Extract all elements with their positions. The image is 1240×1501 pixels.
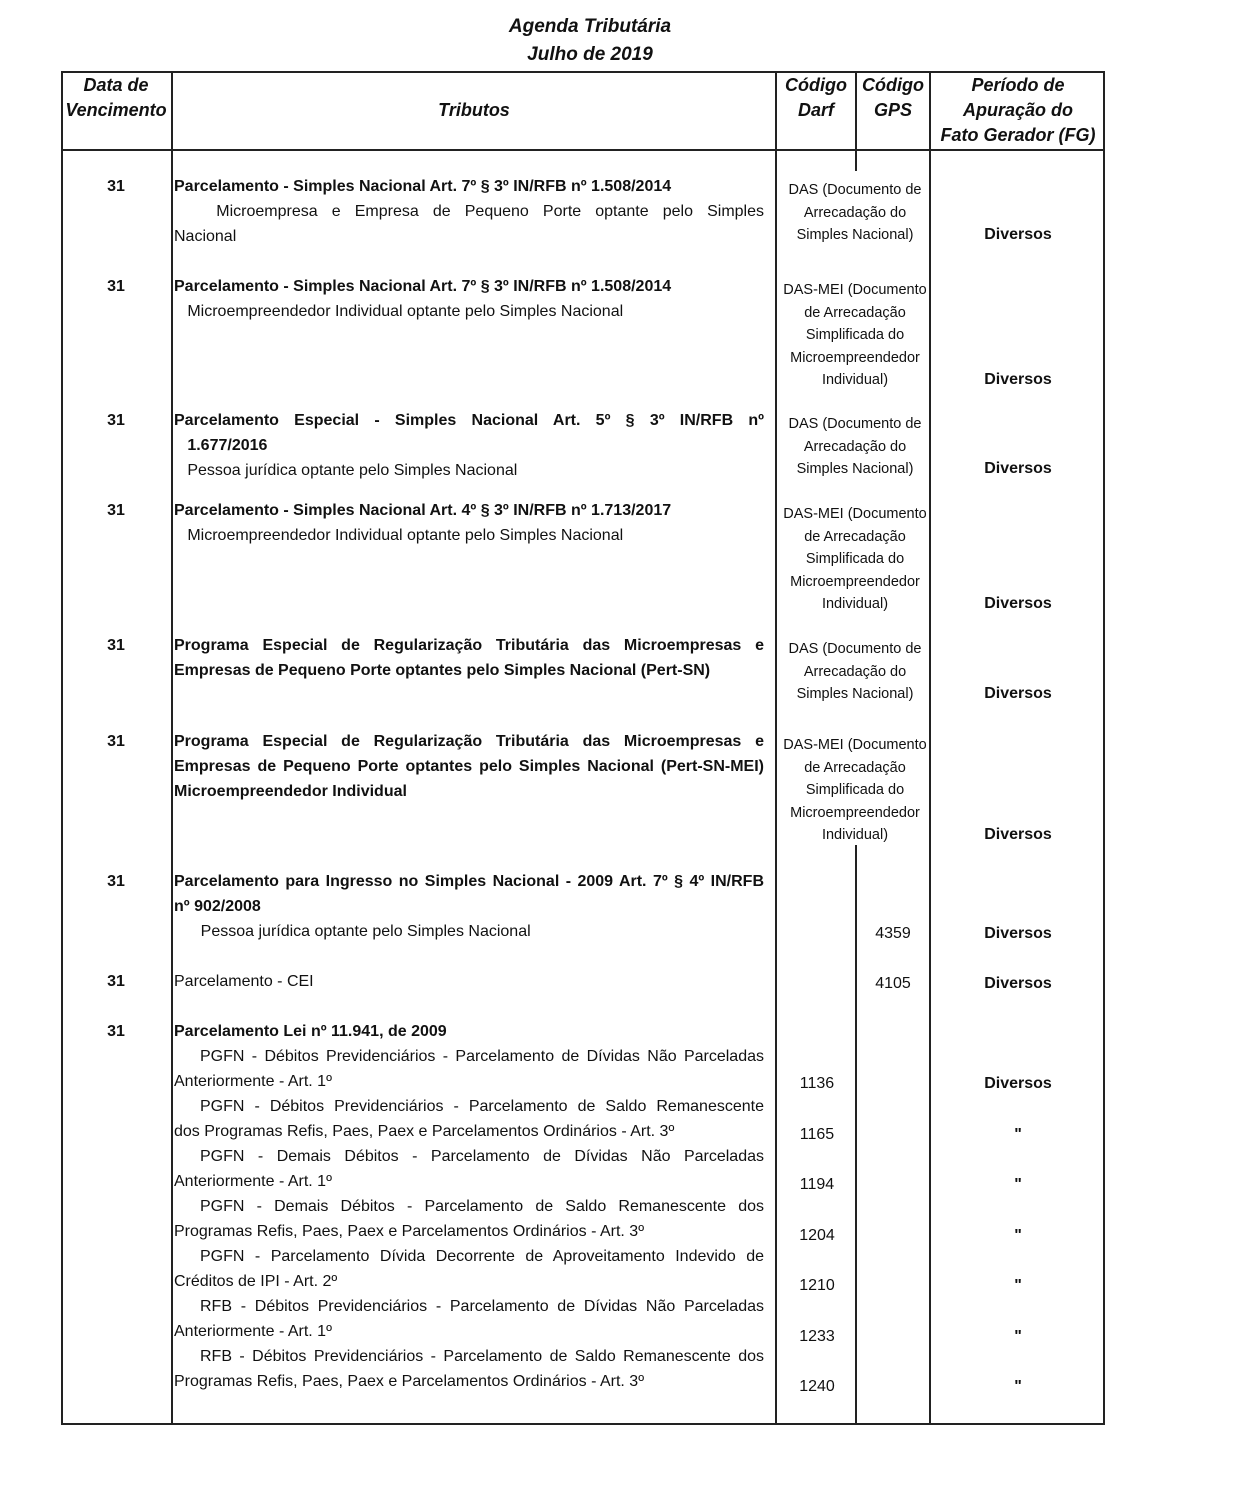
darf-document-line: Arrecadação do (803, 204, 907, 221)
col-divider-1 (171, 71, 173, 1425)
periodo-value: " (1014, 1176, 1022, 1193)
tributo-description (174, 274, 764, 324)
periodo-value: " (1014, 1125, 1022, 1143)
tributo-text-line: nº 902/2008 (174, 898, 261, 915)
darf-code: 1136 (799, 1075, 835, 1092)
tributo-text-line: Parcelamento Especial - Simples Nacional Art. 5º § 3º IN/RFB nº (174, 412, 764, 429)
darf-document (777, 179, 933, 247)
darf-code: 1194 (799, 1176, 835, 1193)
darf-document-line: Simples Nacional) (796, 686, 914, 703)
tributo-text-line: Programas Refis, Paes, Paex e Parcelamentos Ordinários - Art. 3º (174, 1373, 645, 1390)
tributo-text-line: RFB - Débitos Previdenciários - Parcelamento de Saldo Remanescente dos (200, 1348, 764, 1365)
periodo-value: " (1014, 1327, 1022, 1345)
header-gps (857, 73, 929, 123)
header-date-line: Data de (83, 75, 149, 95)
periodo-value: Diversos (984, 1075, 1052, 1092)
header-gps-line: Código (862, 75, 924, 95)
darf-document (777, 734, 933, 847)
header-periodo-line: Fato Gerador (FG) (940, 125, 1096, 145)
darf-document-line: de Arrecadação (804, 528, 906, 545)
tributo-text-line: Microempreendedor Individual optante pelo Simples Nacional (174, 527, 624, 544)
tributo-text-line: Programas Refis, Paes, Paex e Parcelamentos Ordinários - Art. 3º (174, 1223, 645, 1240)
tributo-text-line: Parcelamento para Ingresso no Simples Nacional - 2009 Art. 7º § 4º IN/RFB (174, 873, 764, 890)
tributo-text-line: Empresas de Pequeno Porte optantes pelo Simples Nacional (Pert-SN) (174, 662, 711, 679)
tributo-description (174, 729, 764, 804)
darf-document-line: DAS-MEI (Documento (783, 282, 927, 298)
header-periodo-line: Apuração do (962, 100, 1073, 120)
tributo-text-line: dos Programas Refis, Paes, Paex e Parcelamentos Ordinários - Art. 3º (174, 1123, 675, 1140)
header-periodo-line: Período de (971, 75, 1065, 95)
due-date: 31 (107, 278, 125, 295)
tributo-text-line: RFB - Débitos Previdenciários - Parcelamento de Dívidas Não Parceladas (200, 1298, 764, 1315)
tributo-description (174, 174, 764, 249)
header-date (61, 73, 171, 123)
tributo-text-line: Pessoa jurídica optante pelo Simples Nacional (174, 923, 531, 940)
tributo-text-line: Microempreendedor Individual optante pelo Simples Nacional (174, 303, 624, 320)
darf-document-line: Microempreendedor (790, 804, 920, 821)
tributo-text-line: PGFN - Parcelamento Dívida Decorrente de Aproveitamento Indevido de (200, 1248, 764, 1265)
darf-document (777, 503, 933, 616)
tributo-text-line: Créditos de IPI - Art. 2º (174, 1273, 338, 1290)
tributo-text-line: PGFN - Demais Débitos - Parcelamento de Saldo Remanescente dos (200, 1198, 764, 1215)
darf-document-line: Simplificada do (805, 327, 905, 344)
tributo-description (174, 498, 764, 548)
page-subtitle: Julho de 2019 (527, 44, 653, 65)
darf-document (777, 279, 933, 392)
darf-document-line: Individual) (821, 827, 889, 844)
darf-document (777, 413, 933, 481)
due-date: 31 (107, 873, 125, 890)
darf-code: 1210 (799, 1277, 835, 1294)
tributo-text-line: Anteriormente - Art. 1º (174, 1073, 332, 1090)
tributo-text-line: Microempresa e Empresa de Pequeno Porte optante pelo Simples (174, 203, 764, 220)
header-periodo (931, 73, 1105, 148)
darf-document-line: DAS (Documento de (788, 182, 922, 198)
tributo-text-line: 1.677/2016 (174, 437, 268, 454)
tributo-text-line: Parcelamento - Simples Nacional Art. 7º § 3º IN/RFB nº 1.508/2014 (174, 178, 672, 195)
due-date: 31 (107, 178, 125, 195)
tributo-text-line: Anteriormente - Art. 1º (174, 1173, 332, 1190)
tributo-text-line: Parcelamento - Simples Nacional Art. 4º § 3º IN/RFB nº 1.713/2017 (174, 502, 672, 519)
darf-code: 1240 (799, 1378, 835, 1395)
header-darf-line: Darf (797, 100, 834, 120)
due-date: 31 (107, 502, 125, 519)
periodo-value: Diversos (984, 225, 1052, 243)
tributo-text-line: Parcelamento - CEI (174, 973, 314, 990)
due-date: 31 (107, 412, 125, 429)
tributo-text-line: Microempreendedor Individual (174, 783, 407, 800)
darf-document-line: DAS (Documento de (788, 416, 922, 432)
darf-document-line: DAS-MEI (Documento (783, 506, 927, 522)
header-tributos (173, 98, 775, 123)
darf-document (777, 638, 933, 706)
darf-document-line: DAS (Documento de (788, 641, 922, 657)
tributo-text-line: PGFN - Débitos Previdenciários - Parcelamento de Saldo Remanescente (200, 1098, 764, 1115)
darf-document-line: Simples Nacional) (796, 461, 914, 478)
darf-document-line: Simplificada do (805, 551, 905, 568)
tributo-text-line: Parcelamento - Simples Nacional Art. 7º § 3º IN/RFB nº 1.508/2014 (174, 278, 672, 295)
header-tributos-label: Tributos (438, 100, 510, 120)
periodo-value: Diversos (984, 975, 1052, 992)
due-date: 31 (107, 1023, 125, 1040)
periodo-value: Diversos (984, 371, 1052, 388)
header-darf-line: Código (785, 75, 847, 95)
tributo-text-line: Empresas de Pequeno Porte optantes pelo Simples Nacional (Pert-SN-MEI) (174, 758, 764, 775)
tributo-text-line: PGFN - Demais Débitos - Parcelamento de Dívidas Não Parceladas (200, 1148, 764, 1165)
darf-document-line: Arrecadação do (803, 438, 907, 455)
darf-document-line: Individual) (821, 372, 889, 389)
page-title: Agenda Tributária (508, 16, 672, 37)
header-darf (777, 73, 855, 123)
periodo-value: " (1014, 1277, 1022, 1294)
darf-document-line: Simples Nacional) (796, 227, 914, 244)
due-date: 31 (107, 637, 125, 654)
darf-code: 1233 (799, 1327, 835, 1345)
periodo-value: Diversos (984, 459, 1052, 477)
tributo-description (174, 969, 764, 994)
periodo-value: Diversos (984, 595, 1052, 612)
header-date-line: Vencimento (65, 100, 167, 120)
header-divider (61, 149, 1105, 151)
tributo-description (174, 869, 764, 944)
tributo-text-line: Programa Especial de Regularização Tributária das Microempresas e (174, 637, 764, 654)
darf-document-line: de Arrecadação (804, 759, 906, 776)
tributo-text-line: Anteriormente - Art. 1º (174, 1323, 332, 1340)
tributo-text-line: Programa Especial de Regularização Tributária das Microempresas e (174, 733, 764, 750)
header-gps-line: GPS (873, 100, 912, 120)
periodo-value: Diversos (984, 826, 1052, 843)
darf-code: 1165 (799, 1125, 835, 1143)
gps-code: 4359 (875, 925, 911, 942)
periodo-value: " (1014, 1226, 1022, 1244)
gps-code: 4105 (875, 975, 911, 992)
darf-document-line: Microempreendedor (790, 573, 920, 590)
tributo-text-line: Pessoa jurídica optante pelo Simples Nacional (174, 462, 518, 479)
darf-document-line: Arrecadação do (803, 663, 907, 680)
tributo-description (174, 633, 764, 683)
tributo-text-line: Parcelamento Lei nº 11.941, de 2009 (174, 1023, 447, 1040)
darf-document-line: Individual) (821, 596, 889, 613)
due-date: 31 (107, 973, 125, 990)
darf-document-line: DAS-MEI (Documento (783, 737, 927, 753)
darf-document-line: Simplificada do (805, 782, 905, 799)
darf-document-line: de Arrecadação (804, 304, 906, 321)
tributo-description (174, 1019, 764, 1394)
tributo-text-line: PGFN - Débitos Previdenciários - Parcelamento de Dívidas Não Parceladas (200, 1048, 764, 1065)
due-date: 31 (107, 733, 125, 750)
periodo-value: " (1014, 1378, 1022, 1395)
tributo-text-line: Nacional (174, 228, 237, 245)
periodo-value: Diversos (984, 684, 1052, 702)
darf-document-line: Microempreendedor (790, 349, 920, 366)
darf-code: 1204 (799, 1226, 835, 1244)
tributo-description (174, 408, 764, 483)
periodo-value: Diversos (984, 925, 1052, 942)
